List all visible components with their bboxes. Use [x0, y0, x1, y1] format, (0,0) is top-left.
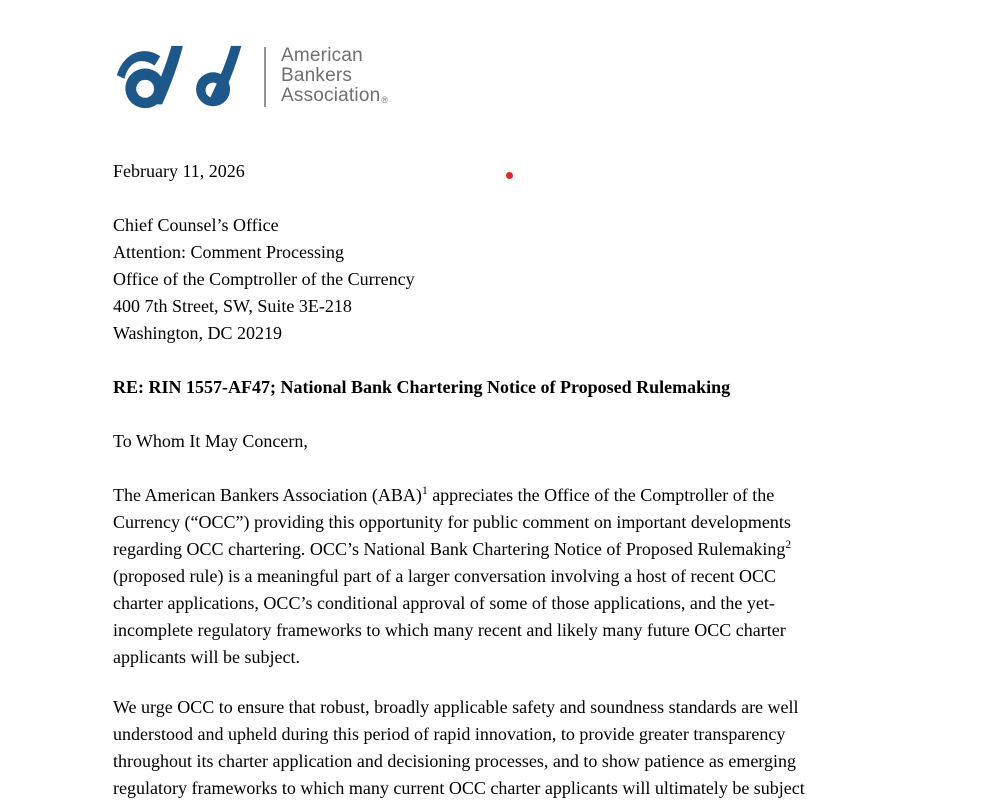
- recipient-line: Office of the Comptroller of the Currency: [113, 269, 415, 289]
- salutation: To Whom It May Concern,: [113, 431, 308, 451]
- recipient-line: Washington, DC 20219: [113, 323, 283, 343]
- paragraph-line: We urge OCC to ensure that robust, broadly applicable safety and soundness standards are well: [113, 697, 799, 717]
- body-paragraph: [113, 694, 913, 802]
- recipient-line: Chief Counsel’s Office: [113, 215, 279, 235]
- org-name: [281, 46, 388, 108]
- aba-logo-icon: [112, 44, 250, 110]
- recipient-address: [113, 212, 913, 347]
- letter-body: [113, 158, 913, 802]
- org-name-line: Bankers: [281, 65, 353, 86]
- paragraph-line: (proposed rule) is a meaningful part of a larger conversation involving a host of recent OCC: [113, 566, 776, 586]
- paragraph-line: throughout its charter application and decisioning processes, and to show patience as emerging: [113, 751, 796, 771]
- org-name-line: Association®: [281, 86, 388, 108]
- paragraph-line: The American Bankers Association (ABA)$^1$ appreciates the Office of the Comptroller of the: [113, 485, 775, 505]
- footnote-ref: 1: [421, 485, 428, 497]
- paragraph-line: incomplete regulatory frameworks to which many recent and likely many future OCC charter: [113, 620, 786, 640]
- logo-divider: [264, 47, 266, 107]
- recipient-line: 400 7th Street, SW, Suite 3E-218: [113, 296, 352, 316]
- org-name-line: American: [281, 45, 363, 66]
- paragraph-line: regulatory frameworks to which many current OCC charter applicants will ultimately be subject: [113, 778, 805, 798]
- paragraph-line: regarding OCC chartering. OCC’s National Bank Chartering Notice of Proposed Rulemaking$^2$: [113, 539, 792, 559]
- aba-letterhead: [112, 44, 388, 110]
- paragraph-line: charter applications, OCC’s conditional approval of some of those applications, and the yet-: [113, 593, 775, 613]
- registered-mark: ®: [381, 95, 389, 105]
- paragraph-line: applicants will be subject.: [113, 647, 300, 667]
- date-line: February 11, 2026: [113, 161, 245, 181]
- paragraph-line: Currency (“OCC”) providing this opportunity for public comment on important developments: [113, 512, 791, 532]
- subject-line: RE: RIN 1557-AF47; National Bank Chartering Notice of Proposed Rulemaking: [113, 377, 731, 397]
- paragraph-line: understood and upheld during this period of rapid innovation, to provide greater transparency: [113, 724, 786, 744]
- recipient-line: Attention: Comment Processing: [113, 242, 344, 262]
- body-paragraph: [113, 482, 913, 671]
- footnote-ref: 2: [785, 539, 792, 551]
